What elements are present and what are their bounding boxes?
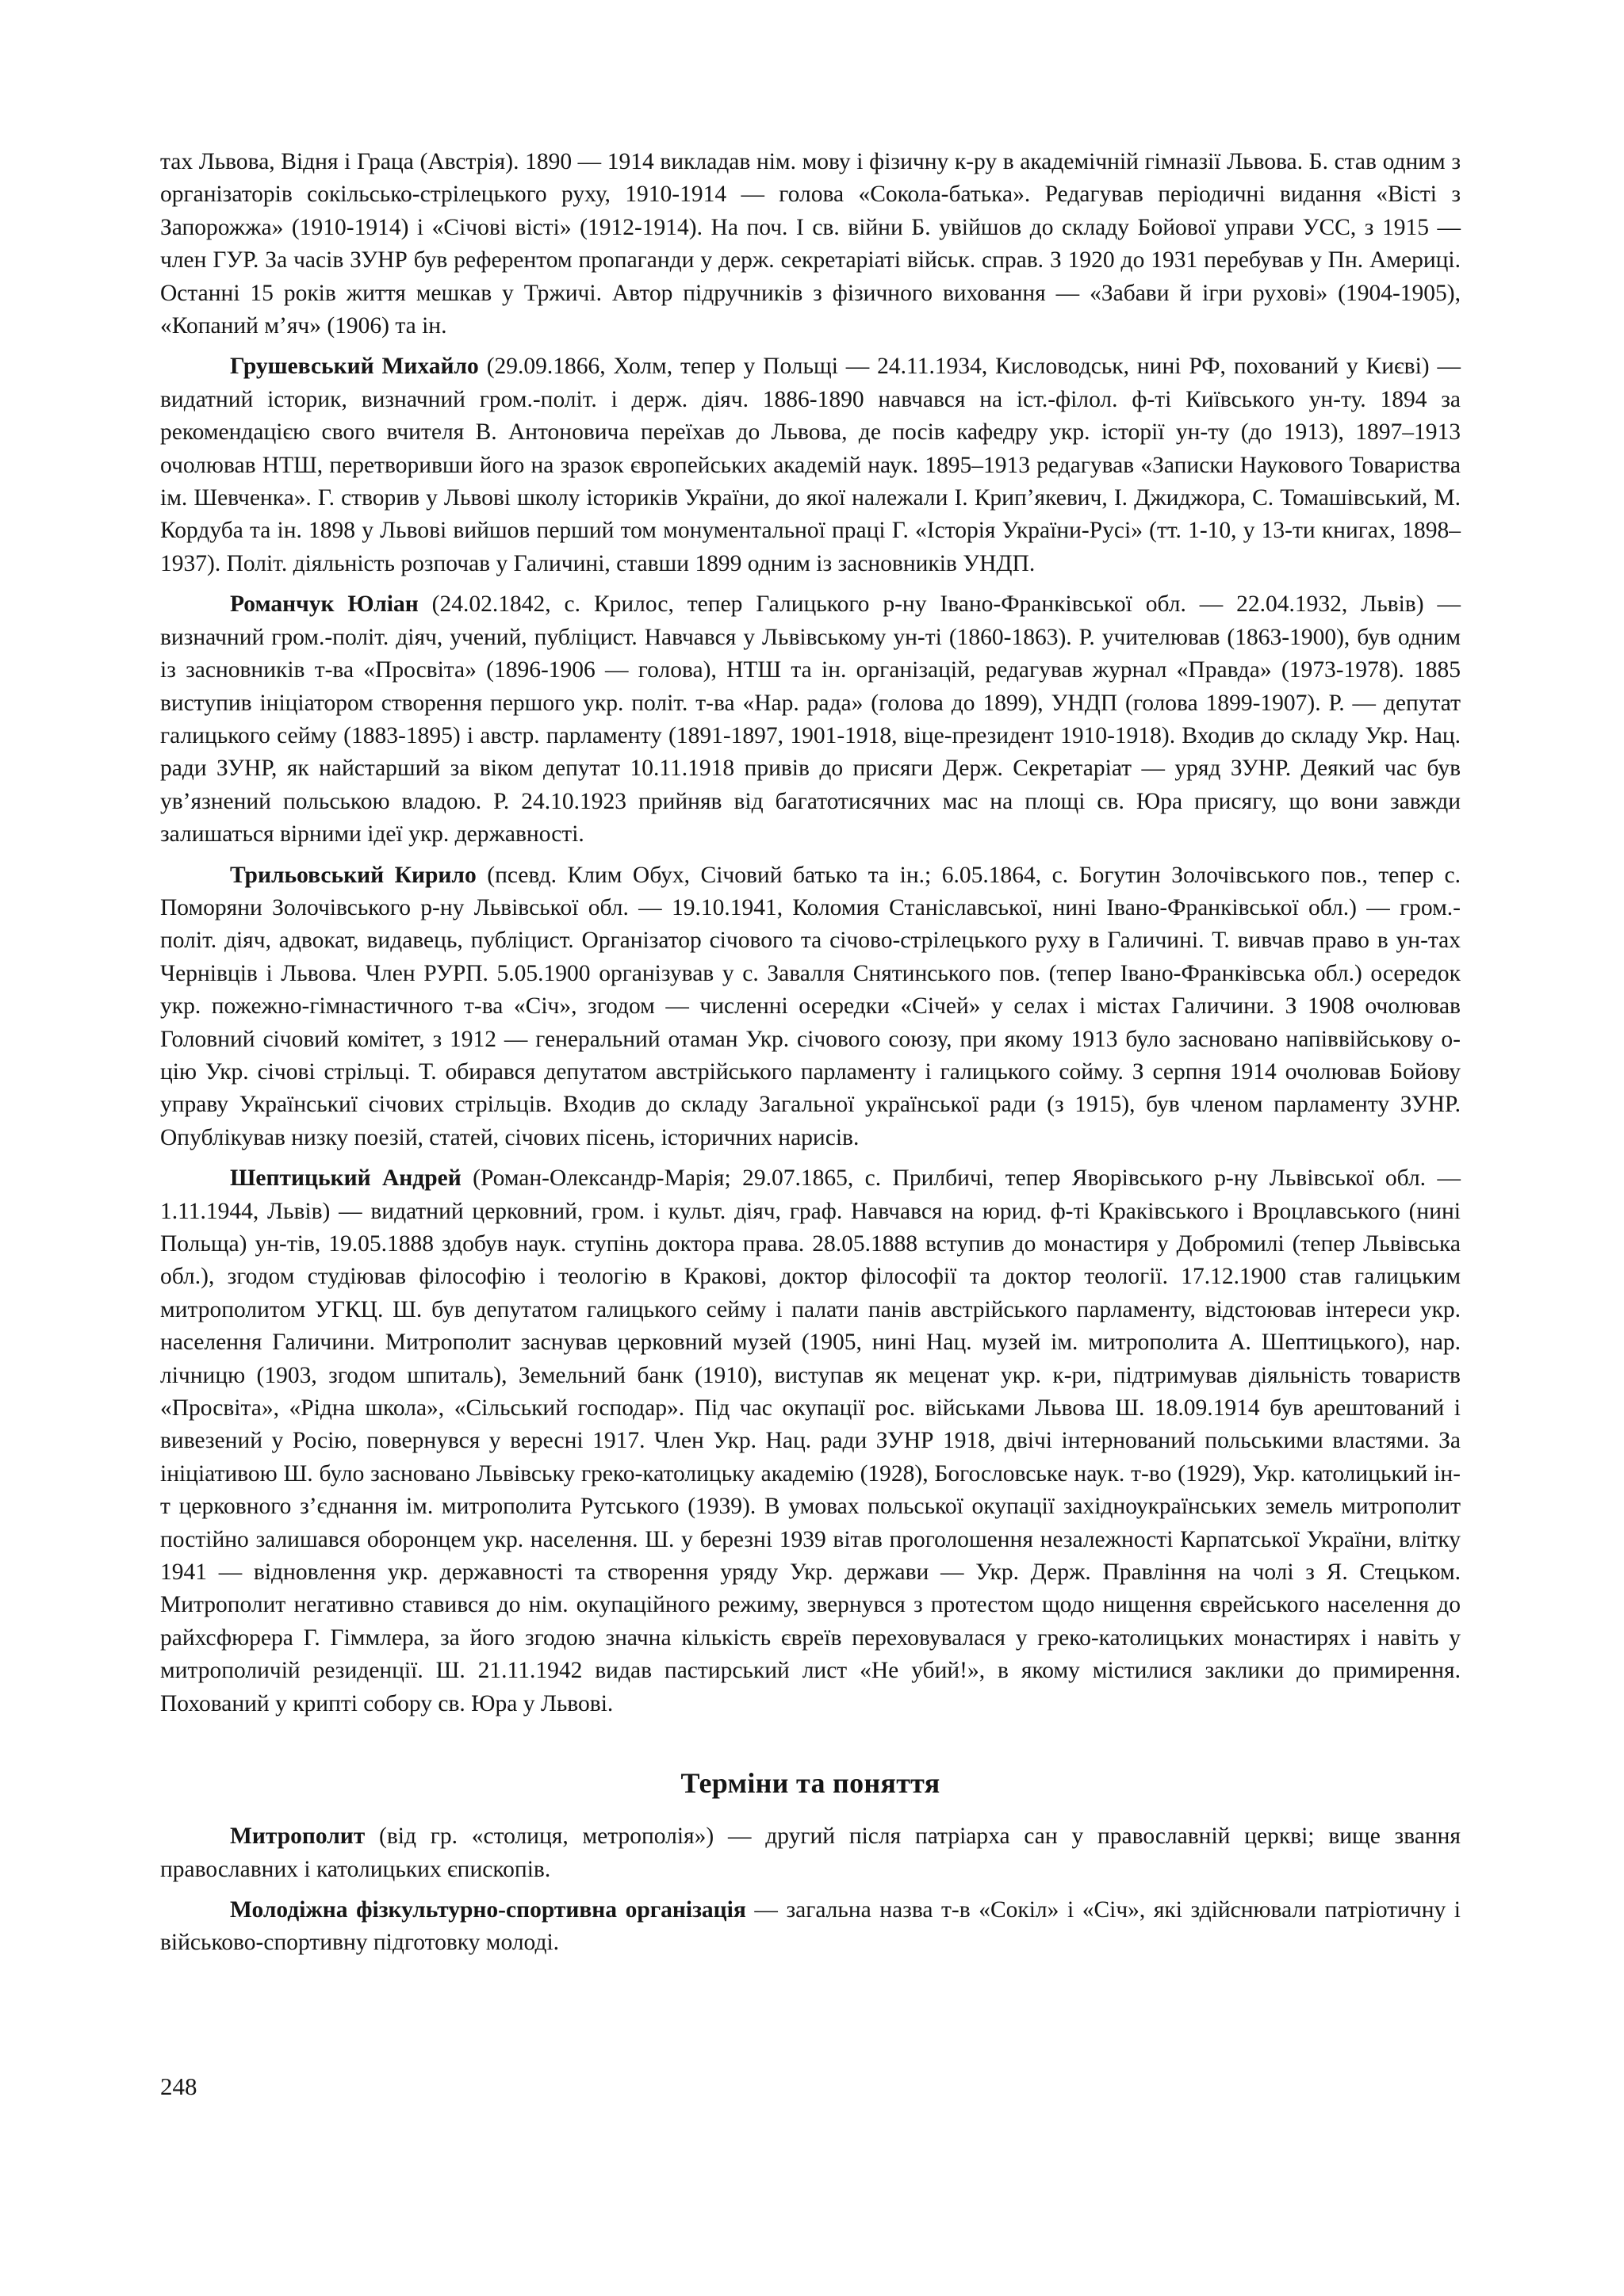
biography-entry — [160, 350, 1461, 580]
section-heading: Терміни та поняття — [680, 1767, 940, 1800]
paragraph-text: (24.02.1842, с. Крилос, тепер Галицького р-ну Івано-Франківської обл. — 22.04.1932, Львів) — визначний гром.-політ. діяч, учений, публіцист. Навчався у Львівському ун-ті (1860-1863). Р. учителював (1863-1900), був одним із засновників т-ва «Просвіта» (1896-1906 — голова), НТШ та ін. організацій, редагував журнал «Правда» (1973-1978). 1885 виступив ініціатором створення першого укр. політ. т-ва «Нар. рада» (голова до 1899), УНДП (голова 1899-1907). Р. — депутат галицького сейму (1883-1895) і австр. парламенту (1891-1897, 1901-1918, віце-президент 1910-1918). Входив до складу Укр. Нац. ради ЗУНР, як найстарший за віком депутат 10.11.1918 привів до присяги Держ. Секретаріат — уряд ЗУНР. Деякий час був ув’язнений польською владою. Р. 24.10.1923 прийняв від багатотисячних мас на площі св. Юра присягу, що вони завжди залишаться вірними ідеї укр. державності. — [160, 591, 1461, 848]
paragraph-text: (29.09.1866, Холм, тепер у Польщі — 24.11.1934, Кисловодськ, нині РФ, похований у Києві) — видатний історик, визначний гром.-політ. і держ. діяч. 1886-1890 навчався на іст.-філол. ф-ті Київського ун-ту. 1894 за рекомендацією свого вчителя В. Антоновича переїхав до Львова, де посів кафедру укр. історії ун-ту (до 1913), 1897–1913 очолював НТШ, перетворивши його на зразок європейських академій наук. 1895–1913 редагував «Записки Наукового Товариства ім. Шевченка». Г. створив у Львові школу істориків України, до якої належали І. Крип’якевич, І. Джиджора, С. Томашівський, М. Кордуба та ін. 1898 у Львові вийшов перший том монументальної праці Г. «Історія України-Русі» (тт. 1-10, у 13-ти книгах, 1898–1937). Політ. діяльність розпочав у Галичині, ставши 1899 одним із засновників УНДП. — [160, 354, 1461, 576]
term-definition: (від гр. «столиця, метрополія») — другий після патріарха сан у православній церкві; вище звання православних і католицьких єпископів. — [160, 1823, 1461, 1882]
biography-entry — [160, 859, 1461, 1155]
glossary-term — [160, 1820, 1461, 1886]
paragraph-text: тах Львова, Відня і Граца (Австрія). 1890 — 1914 викладав нім. мову і фізичну к-ру в академічній гімназії Львова. Б. став одним з організаторів сокільсько-стрілецького руху, 1910-1914 — голова «Сокола-батька». Редагував періодичні видання «Вісті з Запорожжа» (1910-1914) і «Січові вісті» (1912-1914). На поч. І св. війни Б. увійшов до складу Бойової управи УСС, з 1915 — член ГУР. За часів ЗУНР був референтом пропаганди у держ. секретаріаті військ. справ. З 1920 до 1931 перебував у Пн. Америці. Останні 15 років життя мешкав у Тржичі. Автор підручників з фізичного виховання — «Забави й ігри рухові» (1904-1905), «Копаний м’яч» (1906) та ін. — [160, 149, 1461, 339]
term-name: Митрополит — [230, 1823, 366, 1850]
entry-name: Романчук Юліан — [230, 591, 419, 618]
entry-name: Трильовський Кирило — [230, 862, 477, 888]
page-number: 248 — [160, 2072, 197, 2100]
glossary-term — [160, 1894, 1461, 1960]
term-definition: — загальна назва т-в «Сокіл» і «Січ», які здійснювали патріотичну і військово-спортивну підготовку молоді. — [160, 1896, 1461, 1956]
entry-name: Шептицький Андрей — [230, 1165, 462, 1192]
biography-entry — [160, 1162, 1461, 1720]
term-name: Молодіжна фізкультурно-спортивна організація — [230, 1896, 746, 1923]
biography-continuation — [160, 146, 1461, 342]
paragraph-text: (псевд. Клим Обух, Січовий батько та ін.; 6.05.1864, с. Богутин Золочівського пов., тепер с. Поморяни Золочівського р-ну Львівської обл. — 19.10.1941, Коломия Станіславської, нині Івано-Франківської обл.) — гром.-політ. діяч, адвокат, видавець, публіцист. Організатор січового та січово-стрілецького руху в Галичині. Т. вивчав право в ун-тах Чернівців і Львова. Член РУРП. 5.05.1900 організував у с. Завалля Снятинського пов. (тепер Івано-Франківська обл.) осередок укр. пожежно-гімнастичного т-ва «Січ», згодом — численні осередки «Січей» у селах і містах Галичини. З 1908 очолював Головний січовий комітет, з 1912 — генеральний отаман Укр. січового союзу, при якому 1913 було засновано напіввійськову о-цію Укр. січові стрільці. Т. обирався депутатом австрійського парламенту і галицького сойму. З серпня 1914 очолював Бойову управу Українськиї січових стрільців. Входив до складу Загальної української ради (з 1915), був членом парламенту ЗУНР. Опублікував низку поезій, статей, січових пісень, історичних нарисів. — [160, 862, 1461, 1150]
paragraph-text: (Роман-Олександр-Марія; 29.07.1865, с. Прилбичі, тепер Яворівського р-ну Львівської обл. — 1.11.1944, Львів) — видатний церковний, гром. і культ. діяч, граф. Навчався на юрид. ф-ті Краківського і Вроцлавського (нині Польща) ун-тів, 19.05.1888 здобув наук. ступінь доктора права. 28.05.1888 вступив до монастиря у Добромилі (тепер Львівська обл.), згодом студіював філософію і теологію в Кракові, доктор філософії та доктор теології. 17.12.1900 став галицьким митрополитом УГКЦ. Ш. був депутатом галицького сейму і палати панів австрійського парламенту, відстоював інтереси укр. населення Галичини. Митрополит заснував церковний музей (1905, нині Нац. музей ім. митрополита А. Шептицького), нар. лічницю (1903, згодом шпиталь), Земельний банк (1910), виступав як меценат укр. к-ри, підтримував діяльність товариств «Просвіта», «Рідна школа», «Сільський господар». Під час окупації рос. військами Львова Ш. 18.09.1914 був арештований і вивезений у Росію, повернувся у вересні 1917. Член Укр. Нац. ради ЗУНР 1918, двічі інтернований польськими властями. За ініціативою Ш. було засновано Львівську греко-католицьку академію (1928), Богословське наук. т-во (1929), Укр. католицький ін-т церковного з’єднання ім. митрополита Рутського (1939). В умовах польської окупації західноукраїнських земель митрополит постійно залишався оборонцем укр. населення. Ш. у березні 1939 вітав проголошення незалежності Карпатської України, влітку 1941 — відновлення укр. державності та створення уряду Укр. держави — Укр. Держ. Правління на чолі з Я. Стецьком. Митрополит негативно ставився до нім. окупаційного режиму, звернувся з протестом щодо нищення єврейського населення до райхсфюрера Г. Гіммлера, за його згодою значна кількість євреїв переховувалася у греко-католицьких монастирях і навіть у митрополичій резиденції. Ш. 21.11.1942 видав пастирський лист «Не убий!», в якому містилися заклики до примирення. Похований у крипті собору св. Юра у Львові. — [160, 1165, 1461, 1716]
page-body — [160, 146, 1461, 1968]
entry-name: Грушевський Михайло — [230, 354, 479, 380]
biography-entry — [160, 588, 1461, 851]
